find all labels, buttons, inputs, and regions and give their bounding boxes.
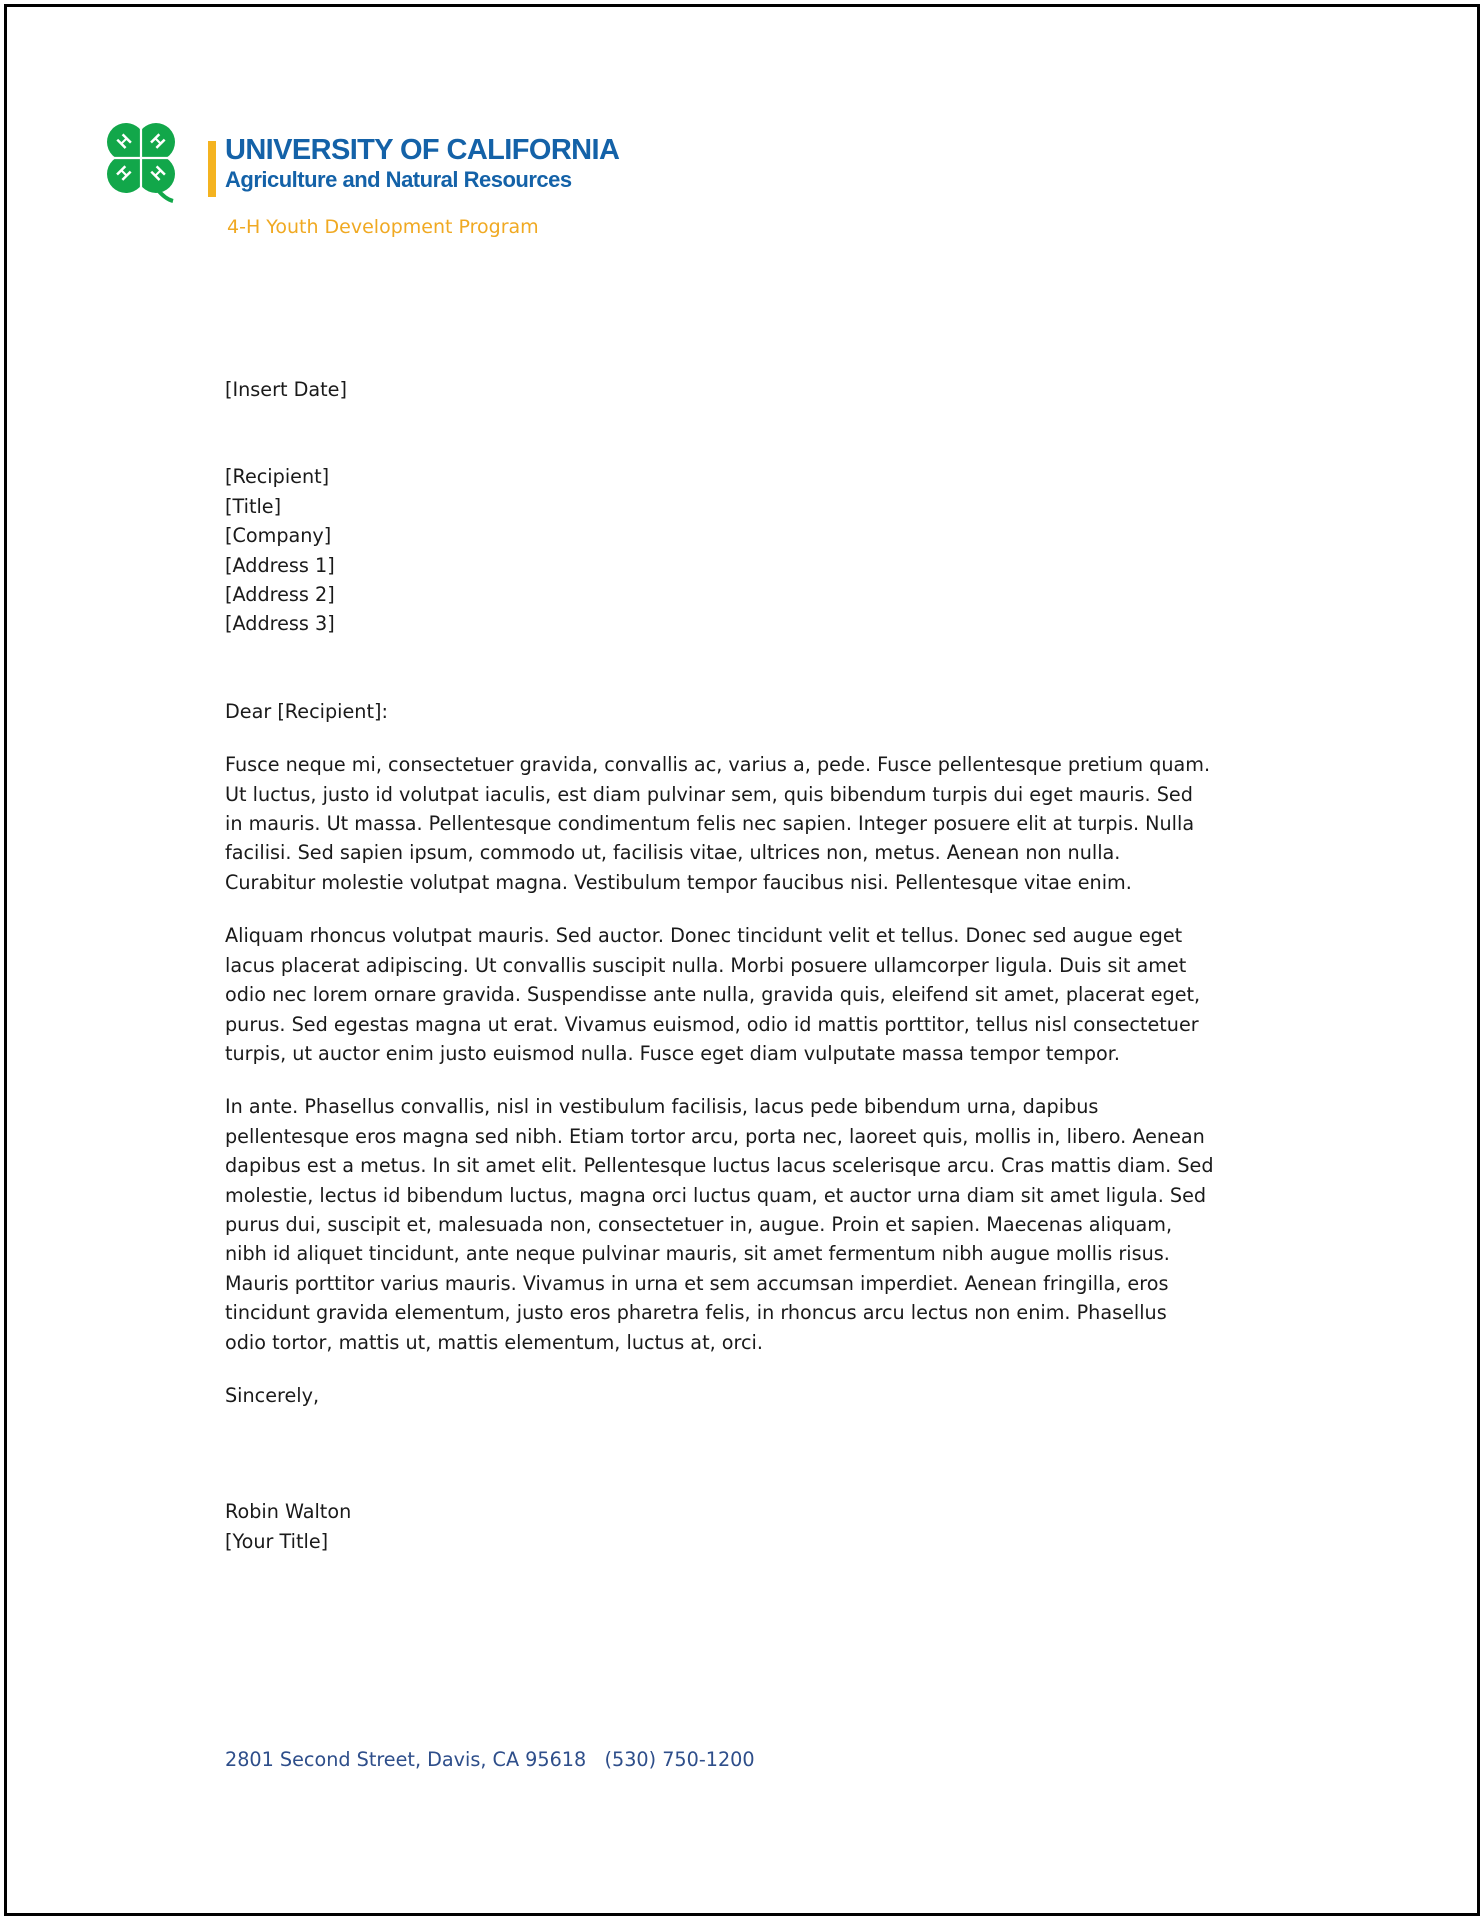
paragraph-line: molestie, lectus id bibendum luctus, magna orci luctus quam, et auctor urna diam sit amet ligula. Sed	[225, 1183, 1207, 1207]
body-paragraph-3	[225, 1092, 1245, 1357]
recipient-block	[225, 462, 1245, 638]
recipient-line: [Address 3]	[225, 612, 335, 636]
division-name: Agriculture and Natural Resources	[225, 167, 572, 192]
recipient-line: [Recipient]	[225, 465, 330, 489]
recipient-line: [Address 2]	[225, 583, 335, 607]
signer-name: Robin Walton	[225, 1500, 352, 1524]
paragraph-line: purus. Sed egestas magna ut erat. Vivamus euismod, odio id mattis porttitor, tellus nisl consectetuer	[225, 1012, 1199, 1036]
recipient-line: [Address 1]	[225, 553, 335, 577]
paragraph-line: lacus placerat adipiscing. Ut convallis suscipit nulla. Morbi posuere ullamcorper ligula. Duis sit amet	[225, 953, 1187, 977]
paragraph-line: dapibus est a metus. In sit amet elit. Pellentesque luctus lacus scelerisque arcu. Cras mattis diam. Sed	[225, 1154, 1214, 1178]
paragraph-line: pellentesque eros magna sed nibh. Etiam tortor arcu, porta nec, laoreet quis, mollis in, libero. Aenean	[225, 1124, 1205, 1148]
paragraph-line: Aliquam rhoncus volutpat mauris. Sed auctor. Donec tincidunt velit et tellus. Donec sed augue eget	[225, 924, 1183, 948]
university-name: UNIVERSITY OF CALIFORNIA	[225, 134, 620, 166]
paragraph-line: in mauris. Ut massa. Pellentesque condimentum felis nec sapien. Integer posuere elit at turpis. Nulla	[225, 812, 1195, 836]
paragraph-line: Fusce neque mi, consectetuer gravida, convallis ac, varius a, pede. Fusce pellentesque pretium quam.	[225, 753, 1211, 777]
paragraph-line: tincidunt gravida elementum, justo eros pharetra felis, in rhoncus arcu lectus non enim. Phasellus	[225, 1301, 1167, 1325]
paragraph-line: turpis, ut auctor enim justo euismod nulla. Fusce eget diam vulputate massa tempor tempor.	[225, 1041, 1121, 1065]
closing: Sincerely,	[225, 1383, 320, 1407]
paragraph-line: odio tortor, mattis ut, mattis elementum, luctus at, orci.	[225, 1330, 763, 1354]
salutation: Dear [Recipient]:	[225, 699, 388, 723]
paragraph-line: purus dui, suscipit et, malesuada non, consectetuer in, augue. Proin et sapien. Maecenas aliquam,	[225, 1212, 1173, 1236]
svg-text:H: H	[147, 162, 170, 185]
paragraph-line: odio nec lorem ornare gravida. Suspendisse ante nulla, gravida quis, eleifend sit amet, placerat eget,	[225, 983, 1201, 1007]
letterhead-accent-bar	[208, 141, 216, 197]
svg-text:H: H	[113, 130, 136, 153]
recipient-line: [Title]	[225, 494, 282, 518]
paragraph-line: Curabitur molestie volutpat magna. Vestibulum tempor faucibus nisi. Pellentesque vitae enim.	[225, 870, 1132, 894]
paragraph-line: In ante. Phasellus convallis, nisl in vestibulum facilisis, lacus pede bibendum urna, dapibus	[225, 1095, 1099, 1119]
svg-text:H: H	[112, 162, 135, 185]
letter-date: [Insert Date]	[225, 378, 347, 401]
recipient-line: [Company]	[225, 524, 332, 548]
paragraph-line: nibh id aliquet tincidunt, ante neque pulvinar mauris, sit amet fermentum nibh augue mollis risus.	[225, 1242, 1170, 1266]
paragraph-line: Ut luctus, justo id volutpat iaculis, est diam pulvinar sem, quis bibendum turpis dui eget mauris. Sed	[225, 782, 1193, 806]
letterhead	[95, 115, 795, 255]
program-name: 4-H Youth Development Program	[227, 216, 539, 238]
body-paragraph-2	[225, 921, 1245, 1068]
paragraph-line: facilisi. Sed sapien ipsum, commodo ut, facilisis vitae, ultrices non, metus. Aenean non nulla.	[225, 841, 1121, 865]
signer-title: [Your Title]	[225, 1529, 329, 1553]
body-paragraph-1	[225, 750, 1245, 897]
svg-text:H: H	[146, 130, 169, 153]
letter-page	[4, 4, 1480, 1916]
four-h-clover-icon	[95, 115, 187, 207]
paragraph-line: Mauris porttitor varius mauris. Vivamus in urna et sem accumsan imperdiet. Aenean fringilla, eros	[225, 1271, 1169, 1295]
footer-address: 2801 Second Street, Davis, CA 95618 (530) 750-1200	[225, 1748, 755, 1771]
letter-body	[225, 375, 1245, 1556]
